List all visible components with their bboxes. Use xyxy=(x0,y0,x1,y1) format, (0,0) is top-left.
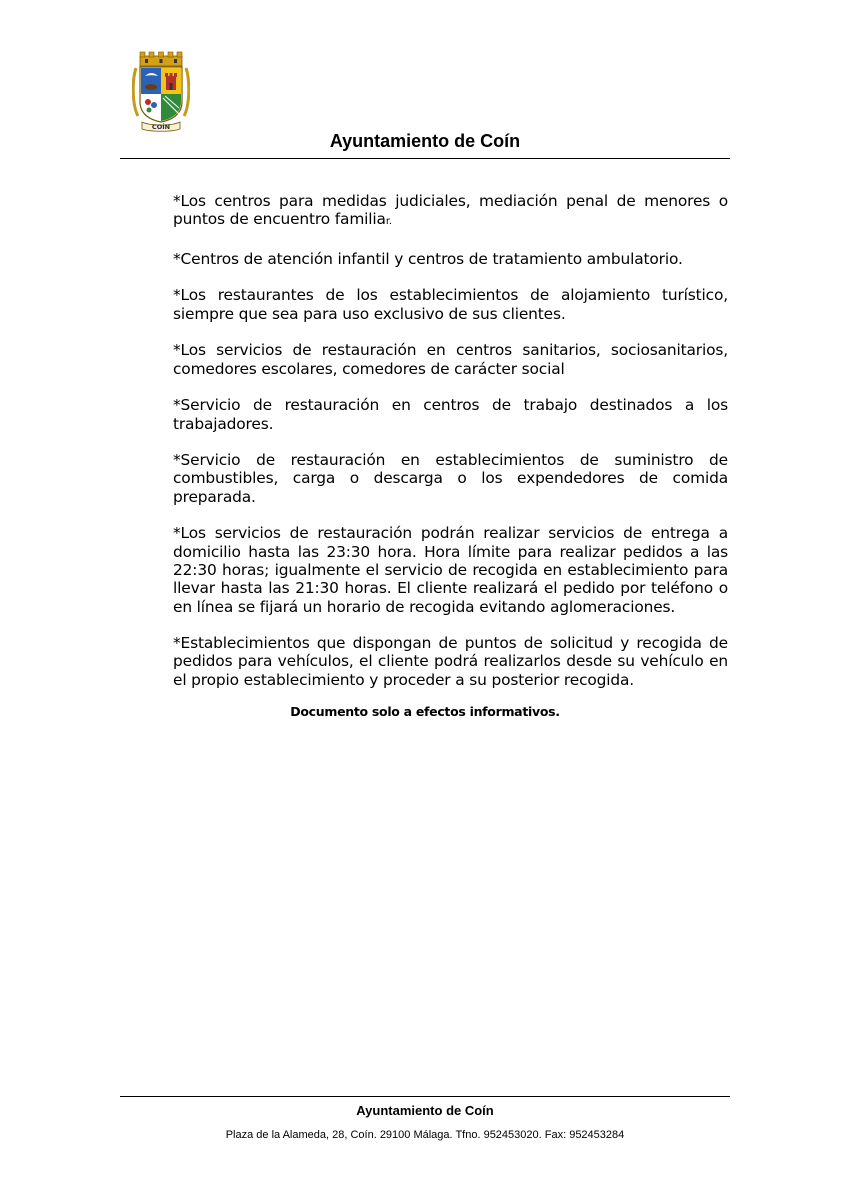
paragraph: *Establecimientos que dispongan de puntos de solicitud y recogida de pedidos para vehículos, el cliente podrá realizarlos desde su vehículo en el propio establecimiento y proceder a su posterior recogida. xyxy=(173,634,728,689)
paragraph: *Servicio de restauración en establecimientos de suministro de combustibles, carga o descarga o los expendedores de comida preparada. xyxy=(173,451,728,506)
paragraph-text-tail: a xyxy=(376,210,386,229)
header-title: Ayuntamiento de Coín xyxy=(329,131,521,151)
paragraph: *Centros de atención infantil y centros de tratamiento ambulatorio. xyxy=(173,249,683,268)
disclaimer: Documento solo a efectos informativos. xyxy=(290,704,560,719)
paragraph-small-tail: r. xyxy=(385,216,392,228)
header-divider xyxy=(120,158,730,159)
paragraph: *Los servicios de restauración en centros sanitarios, sociosanitarios, comedores escolares, comedores de carácter social xyxy=(173,341,728,378)
paragraph: *Los servicios de restauración podrán realizar servicios de entrega a domicilio hasta las 23:30 hora. Hora límite para realizar pedidos a las 22:30 horas; igualmente el servicio de recogida en establecimiento para llevar hasta las 21:30 horas. El cliente realizará el pedido por teléfono o en línea se fijará un horario de recogida evitando aglomeraciones. xyxy=(173,524,728,616)
svg-text:COÍN: COÍN xyxy=(151,123,171,131)
paragraph: *Los restaurantes de los establecimientos de alojamiento turístico, siempre que sea para uso exclusivo de sus clientes. xyxy=(173,286,728,323)
coat-of-arms-icon xyxy=(132,50,190,132)
document-body xyxy=(173,192,728,707)
paragraph: *Servicio de restauración en centros de trabajo destinados a los trabajadores. xyxy=(173,396,728,433)
footer-divider xyxy=(120,1096,730,1097)
footer-title: Ayuntamiento de Coín xyxy=(356,1103,494,1118)
paragraph-text: *Los centros para medidas judiciales, mediación penal de menores o puntos de encuentro famili xyxy=(173,192,728,229)
footer-address: Plaza de la Alameda, 28, Coín. 29100 Málaga. Tfno. 952453020. Fax: 952453284 xyxy=(225,1129,625,1141)
paragraph xyxy=(173,192,728,232)
